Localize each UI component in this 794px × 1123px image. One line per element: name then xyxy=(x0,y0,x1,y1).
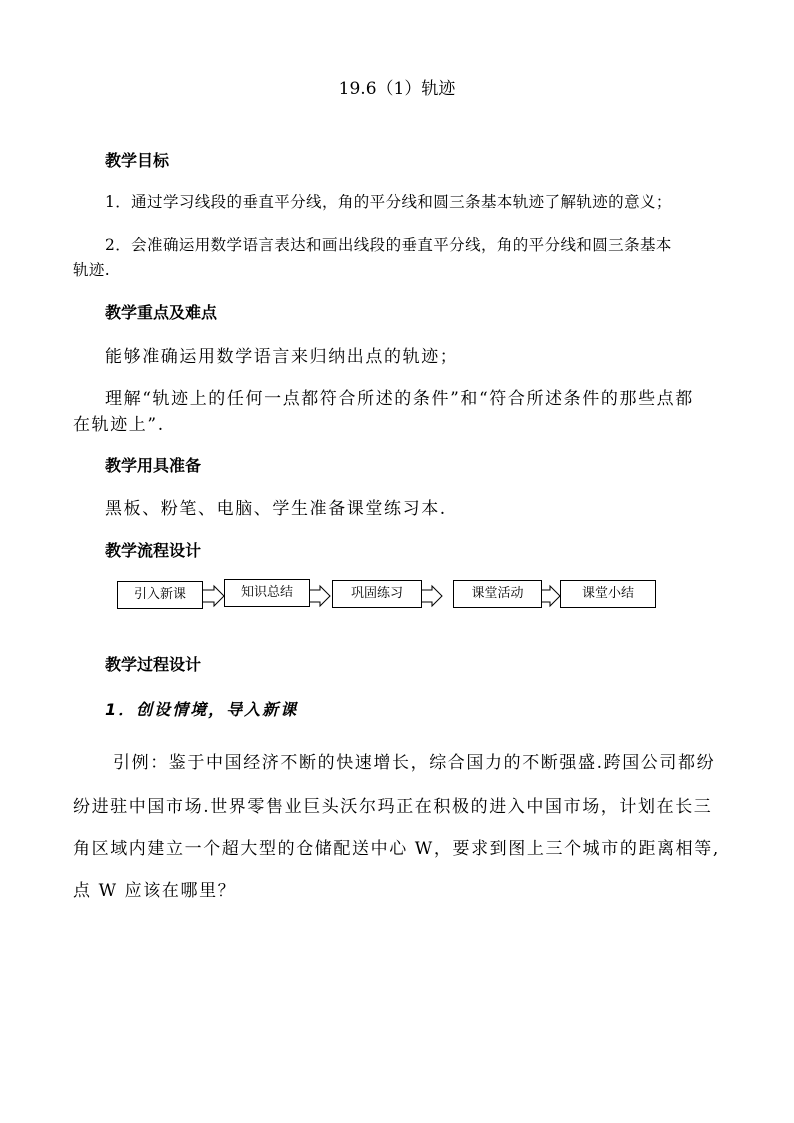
step1-heading: 1．创设情境，导入新课 xyxy=(105,700,299,719)
objective-2-line1: 2．会准确运用数学语言表达和画出线段的垂直平分线，角的平分线和圆三条基本 xyxy=(105,236,672,254)
tools-heading: 教学用具准备 xyxy=(105,456,202,475)
flow-step-2: 知识总结 xyxy=(224,579,310,607)
flow-arrow-4 xyxy=(540,586,560,606)
flow-arrow-2 xyxy=(309,586,330,606)
flow-step-3: 巩固练习 xyxy=(332,580,422,608)
flow-step-5: 课堂小结 xyxy=(560,580,656,608)
flow-arrow-3 xyxy=(420,586,442,606)
process-heading: 教学过程设计 xyxy=(105,655,202,674)
page-title: 19.6（1）轨迹 xyxy=(338,79,456,99)
flow-step-1: 引入新课 xyxy=(117,581,203,609)
key-point-2-line1: 理解“轨迹上的任何一点都符合所述的条件”和“符合所述条件的那些点都 xyxy=(105,389,694,409)
tools-text: 黑板、粉笔、电脑、学生准备课堂练习本. xyxy=(105,499,447,519)
flow-step-4: 课堂活动 xyxy=(453,580,542,608)
example-line2: 纷进驻中国市场.世界零售业巨头沃尔玛正在积极的进入中国市场，计划在长三 xyxy=(73,797,713,817)
flow-heading: 教学流程设计 xyxy=(105,541,202,560)
example-line1: 引例：鉴于中国经济不断的快速增长，综合国力的不断强盛.跨国公司都纷 xyxy=(113,753,716,773)
objective-2-line2: 轨迹. xyxy=(73,261,111,279)
key-point-2-line2: 在轨迹上”. xyxy=(73,415,165,435)
example-line4: 点 W 应该在哪里？ xyxy=(73,881,237,901)
objective-1: 1．通过学习线段的垂直平分线，角的平分线和圆三条基本轨迹了解轨迹的意义； xyxy=(105,193,672,211)
key-point-1: 能够准确运用数学语言来归纳出点的轨迹； xyxy=(105,347,459,367)
example-line3: 角区域内建立一个超大型的仓储配送中心 W，要求到图上三个城市的距离相等, xyxy=(73,839,720,859)
flow-arrow-1 xyxy=(201,586,224,606)
objectives-heading: 教学目标 xyxy=(105,151,170,170)
key-points-heading: 教学重点及难点 xyxy=(105,303,218,322)
